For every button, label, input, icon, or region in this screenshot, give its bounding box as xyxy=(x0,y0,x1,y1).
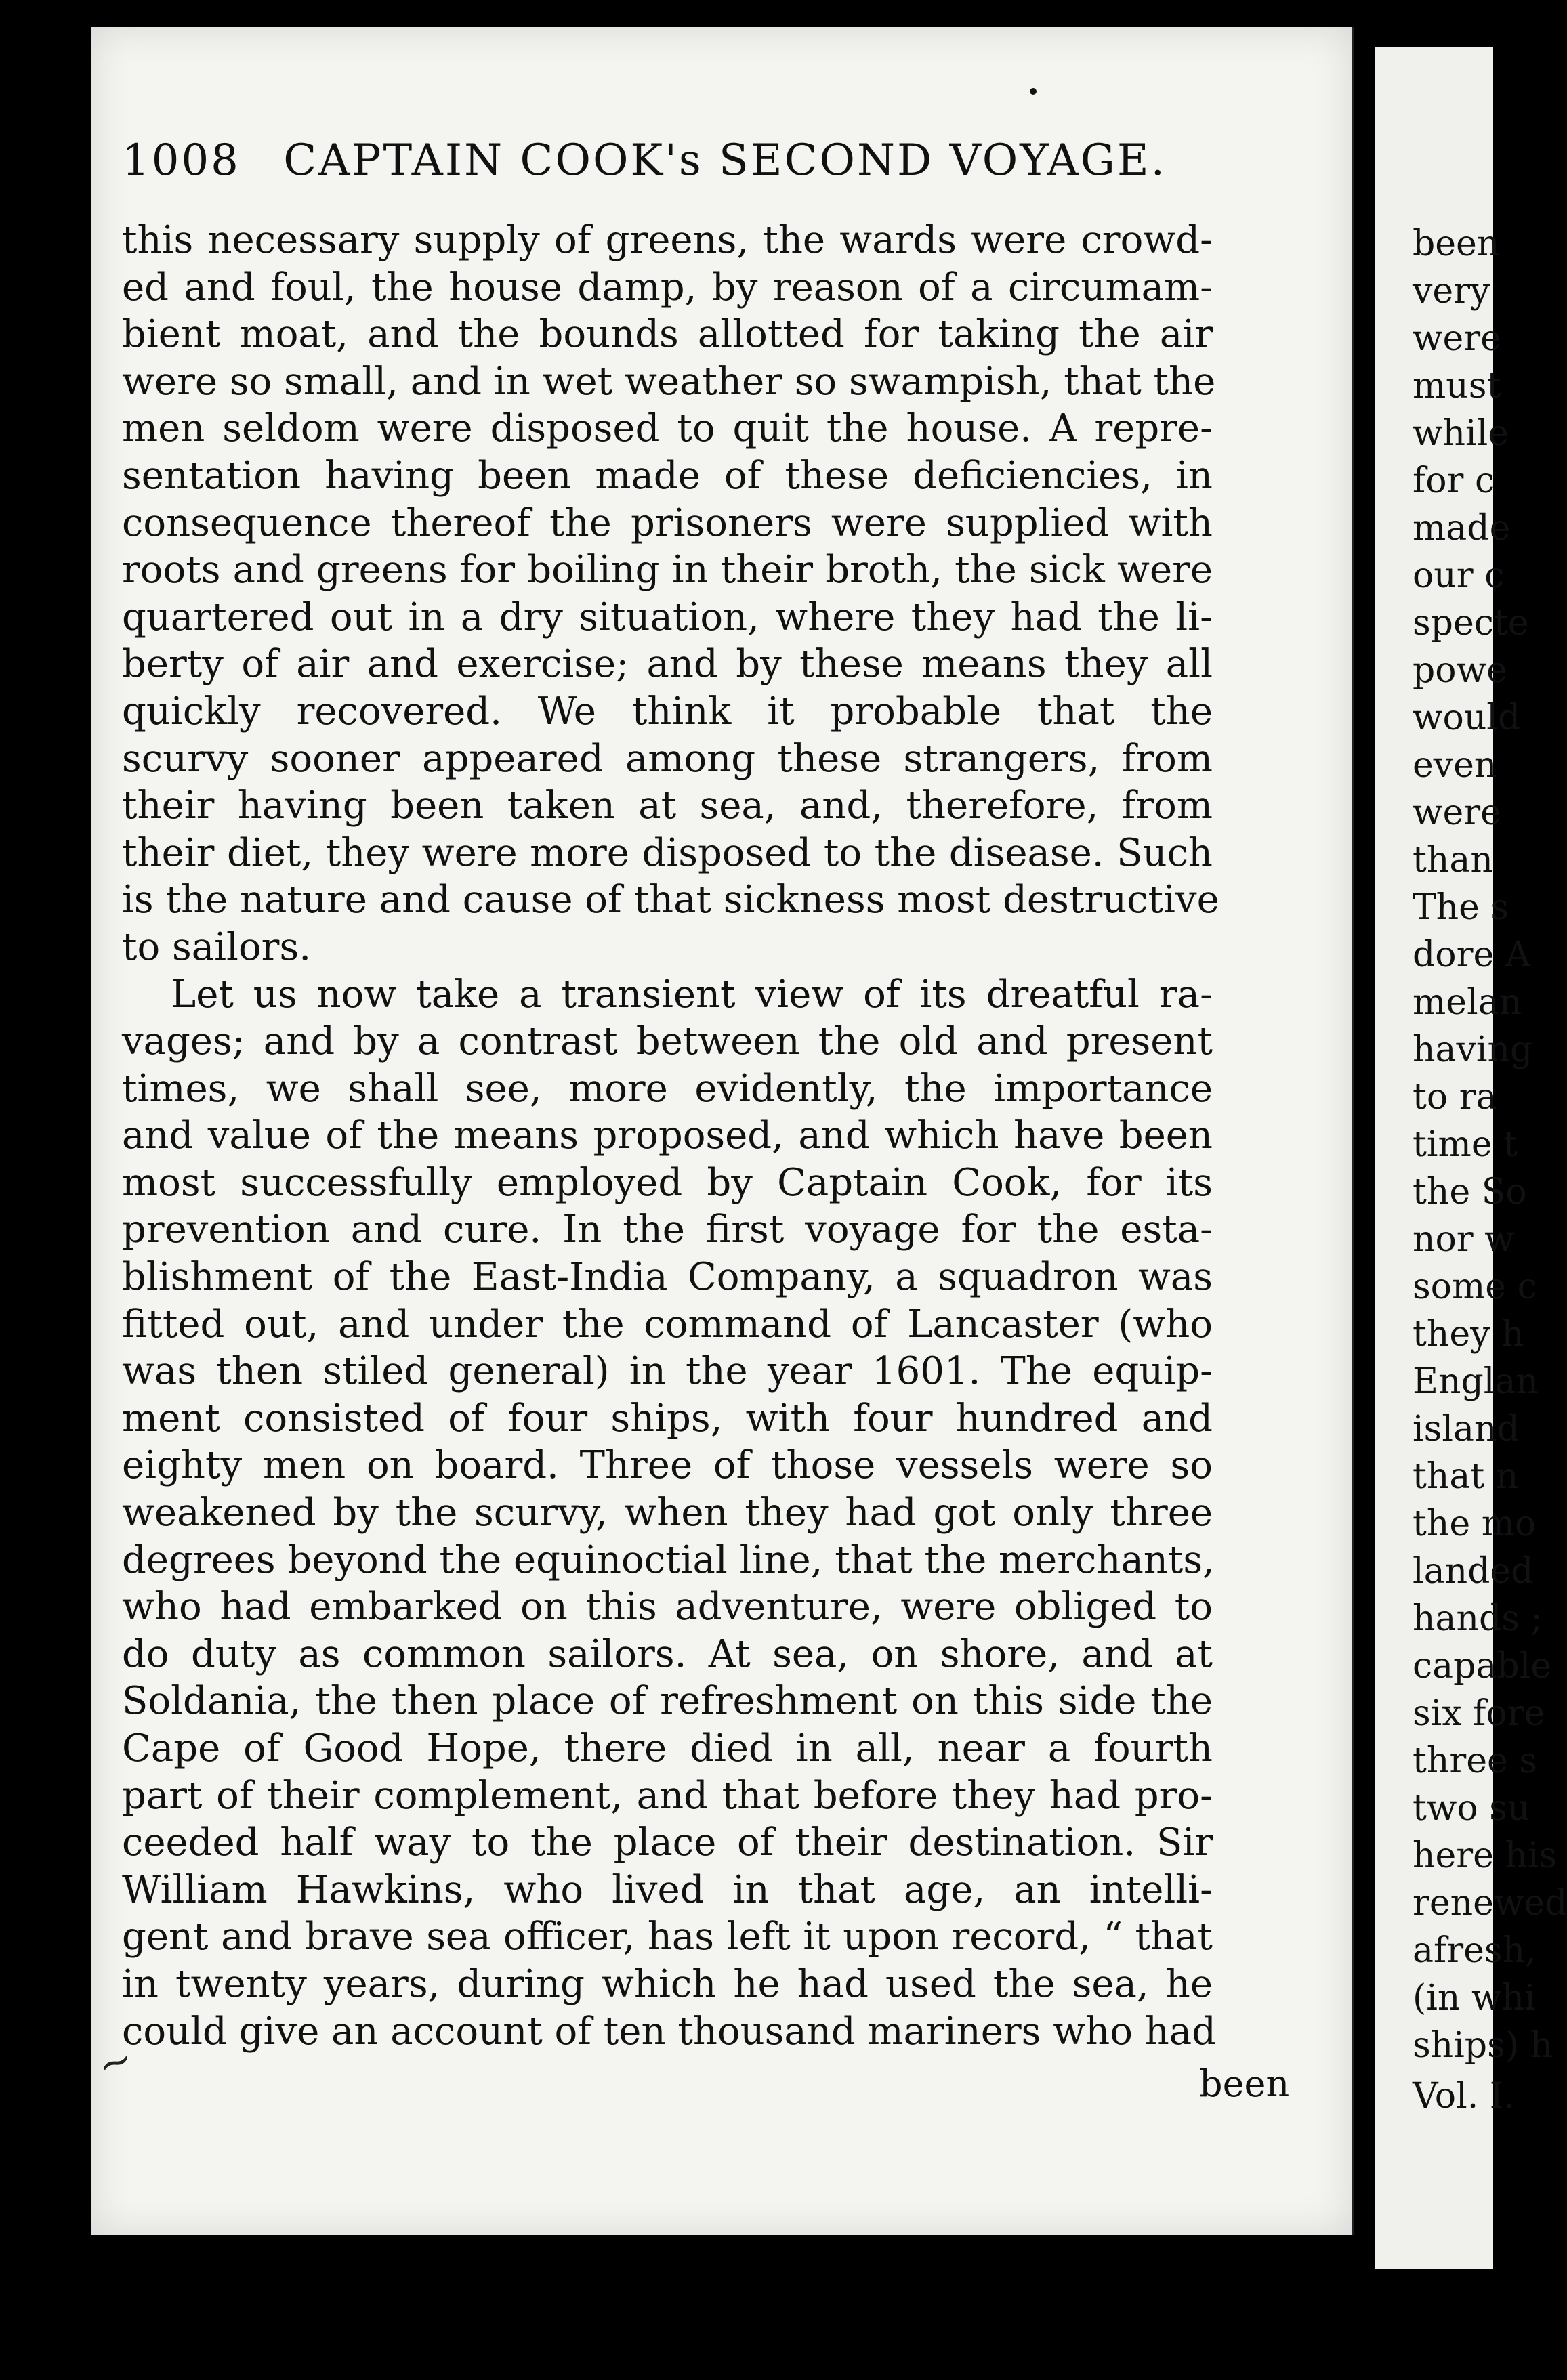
right-page-line: some c xyxy=(1413,1267,1537,1307)
right-page-line: capable xyxy=(1413,1646,1552,1686)
right-page-line: nor w xyxy=(1413,1219,1515,1260)
text-line: quickly recovered. We think it probable that the xyxy=(122,689,1213,734)
text-line: gent and brave sea officer, has left it upon record, “ that xyxy=(122,1915,1213,1959)
margin-mark: ~ xyxy=(91,2034,140,2091)
text-line: quartered out in a dry situation, where they had the li- xyxy=(122,595,1213,639)
right-page-line: been xyxy=(1413,224,1500,264)
right-page-line: were xyxy=(1413,792,1501,833)
text-line: Cape of Good Hope, there died in all, near a fourth xyxy=(122,1726,1213,1770)
right-page-line: than xyxy=(1413,840,1493,880)
text-line: weakened by the scurvy, when they had got only three xyxy=(122,1491,1213,1535)
right-page-line: the mo xyxy=(1413,1504,1537,1544)
text-line: fitted out, and under the command of Lancaster (who xyxy=(122,1302,1213,1346)
text-line: ment consisted of four ships, with four hundred and xyxy=(122,1396,1213,1441)
right-page-line: The s xyxy=(1413,887,1509,928)
right-page-line: island xyxy=(1413,1409,1520,1449)
right-page-line: very xyxy=(1413,271,1490,312)
right-page-line: afresh, xyxy=(1413,1930,1537,1971)
right-page-line: (in whi xyxy=(1413,1978,1536,2018)
right-page-line: to ra xyxy=(1413,1077,1497,1118)
text-line: blishment of the East-India Company, a squadron was xyxy=(122,1255,1213,1300)
right-page-line: ships) h xyxy=(1413,2025,1553,2066)
right-page-line: Vol. I. xyxy=(1413,2076,1515,2117)
text-line: ed and foul, the house damp, by reason of a circumam- xyxy=(122,265,1213,310)
right-page-line: dore A xyxy=(1413,935,1531,975)
text-line: times, we shall see, more evidently, the importance xyxy=(122,1066,1213,1111)
right-page-line: our c xyxy=(1413,555,1505,596)
right-page-line: must xyxy=(1413,366,1501,406)
text-line: men seldom were disposed to quit the house. A repre- xyxy=(122,406,1213,451)
right-page-line: Englan xyxy=(1413,1361,1539,1402)
running-header xyxy=(122,135,1213,186)
right-page-fragment xyxy=(1375,47,1567,2269)
right-page-line: while xyxy=(1413,413,1509,454)
text-line: to sailors. xyxy=(122,925,311,969)
right-page-line: the So xyxy=(1413,1172,1527,1212)
text-line: is the nature and cause of that sickness most destructive xyxy=(122,878,1219,922)
right-page-line: three s xyxy=(1413,1741,1538,1781)
text-line: prevention and cure. In the first voyage for the esta- xyxy=(122,1208,1213,1252)
text-line: most successfully employed by Captain Cook, for its xyxy=(122,1160,1213,1205)
text-line: who had embarked on this adventure, were obliged to xyxy=(122,1585,1213,1630)
text-line: eighty men on board. Three of those vessels were so xyxy=(122,1443,1213,1488)
right-page-line: powe xyxy=(1413,650,1507,691)
right-page-line: here his xyxy=(1413,1835,1558,1876)
right-page-line: specte xyxy=(1413,603,1529,643)
text-line: could give an account of ten thousand mariners who had xyxy=(122,2009,1217,2054)
right-page-line: made xyxy=(1413,508,1511,549)
text-line: were so small, and in wet weather so swampish, that the xyxy=(122,359,1216,404)
right-page-line: they h xyxy=(1413,1314,1524,1355)
right-page-line: landed xyxy=(1413,1551,1534,1592)
text-line: and value of the means proposed, and which have been xyxy=(122,1113,1213,1158)
text-line: William Hawkins, who lived in that age, an intelli- xyxy=(122,1867,1213,1912)
text-line: berty of air and exercise; and by these means they all xyxy=(122,642,1213,687)
text-line: degrees beyond the equinoctial line, that the merchants, xyxy=(122,1537,1215,1582)
text-line: Soldania, the then place of refreshment on this side the xyxy=(122,1679,1213,1724)
right-page-line: melan xyxy=(1413,982,1522,1023)
right-page-line: were xyxy=(1413,318,1501,359)
text-line: this necessary supply of greens, the wards were crowd- xyxy=(122,218,1213,262)
text-line: vages; and by a contrast between the old and present xyxy=(122,1019,1213,1064)
right-page-line: six fore xyxy=(1413,1693,1545,1734)
text-line: part of their complement, and that before they had pro- xyxy=(122,1773,1213,1818)
page-number: 1008 xyxy=(122,135,241,186)
right-page-line: for c xyxy=(1413,461,1495,501)
right-page-line: even xyxy=(1413,745,1497,786)
text-line: do duty as common sailors. At sea, on shore, and at xyxy=(122,1632,1213,1676)
text-line: sentation having been made of these deficiencies, in xyxy=(122,453,1213,498)
text-line: in twenty years, during which he had used the sea, he xyxy=(122,1961,1213,2006)
text-line: Let us now take a transient view of its dreatful ra- xyxy=(171,972,1213,1017)
text-line: scurvy sooner appeared among these strangers, from xyxy=(122,736,1213,781)
right-page-line: two su xyxy=(1413,1788,1530,1829)
text-line: was then stiled general) in the year 1601. The equip- xyxy=(122,1349,1213,1394)
right-page-line: would xyxy=(1413,698,1521,738)
right-page-line: that n xyxy=(1413,1456,1519,1497)
text-line: bient moat, and the bounds allotted for taking the air xyxy=(122,312,1213,357)
text-line: their having been taken at sea, and, therefore, from xyxy=(122,784,1213,828)
text-line: their diet, they were more disposed to the disease. Such xyxy=(122,830,1213,875)
catchword: been xyxy=(1199,2062,1290,2105)
text-line: consequence thereof the prisoners were supplied with xyxy=(122,501,1213,545)
right-page-line: hands ; xyxy=(1413,1598,1543,1639)
body-text xyxy=(122,217,1219,2055)
right-page-line: having xyxy=(1413,1029,1533,1070)
text-line: roots and greens for boiling in their broth, the sick were xyxy=(122,548,1213,593)
right-page-line: time t xyxy=(1413,1124,1518,1165)
text-line: ceeded half way to the place of their destination. Sir xyxy=(122,1821,1213,1865)
right-page-line: renewed xyxy=(1413,1883,1567,1924)
ink-dot xyxy=(1030,88,1037,95)
running-title: CAPTAIN COOK's SECOND VOYAGE. xyxy=(283,135,1167,186)
